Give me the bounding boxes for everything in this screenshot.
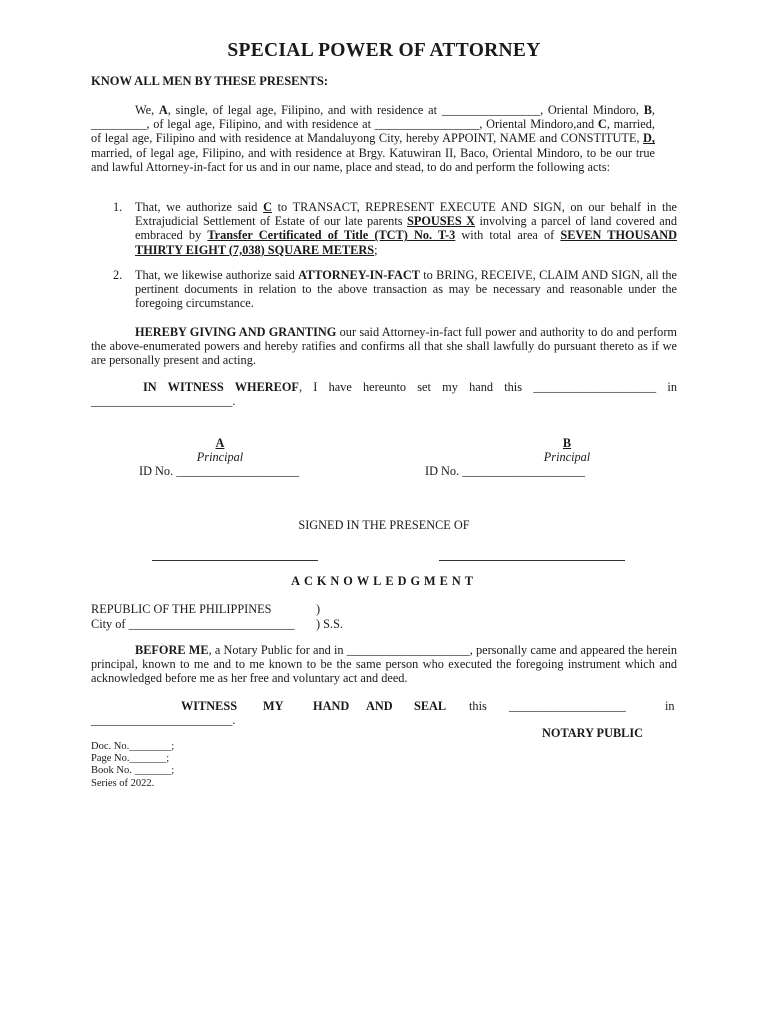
signatory-b: [527, 436, 607, 464]
list-number: 1.: [113, 200, 123, 214]
list-item-2: [113, 268, 677, 316]
party-a: A: [158, 103, 168, 117]
signatory-name: B: [562, 436, 572, 450]
list-item-text: That, we authorize said C to TRANSACT, REPRESENT EXECUTE AND SIGN, on our behalf in the Extrajudicial Settlement of Estate of our late parents SPOUSES X involving a parcel of land covered and embraced by Transfer Certificated of Title (TCT) No. T-3 with total area of SEVEN THOUSAND THIRTY EIGHT (7,038) SQUARE METERS;: [135, 200, 677, 257]
intro-paragraph: We, A, single, of legal age, Filipino, and with residence at ________________, Oriental Mindoro, B, _________, of legal age, Filipino, and with residence at _________________, Oriental Mindoro,and C, married, of legal age, Filipino and with residence at Mandaluyong City, hereby APPOINT, NAME and CONSTITUTE, D, married, of legal age, Filipino, and with residence at Brgy. Katuwiran II, Baco, Oriental Mindoro, to be our true and lawful Attorney-in-fact for us and in our name, place and stead, to do and perform the following acts:: [91, 103, 655, 174]
signatory-name: A: [215, 436, 225, 450]
list-number: 2.: [113, 268, 123, 282]
signatory-role: Principal: [543, 450, 591, 464]
id-number-b: ID No. ____________________: [425, 464, 586, 478]
list-item-1: [113, 200, 677, 260]
signatory-a: [180, 436, 260, 464]
signatory-role: Principal: [196, 450, 244, 464]
id-number-a: ID No. ____________________: [139, 464, 300, 478]
party-c: C: [597, 117, 607, 132]
hereby-paragraph: HEREBY GIVING AND GRANTING our said Attorney-in-fact full power and authority to do and perform the above-enumerated powers and hereby ratifies and confirms all that she shall lawfully do pursuant thereto as if we are personally present and acting.: [91, 325, 677, 368]
venue-block: REPUBLIC OF THE PHILIPPINES ) City of ___________________________ ) S.S.: [91, 602, 343, 631]
doc-no: Doc. No.________;: [91, 741, 175, 752]
before-me-paragraph: BEFORE ME, a Notary Public for and in ____________________, personally came and appeared the herein principal, known to me and to me known to be the same person who executed the foregoing instrument which and acknowledged before me as her free and voluntary act and deed.: [91, 643, 677, 686]
witness-seal-paragraph: WITNESS MY HAND AND SEAL this ___________________ in _______________________.: [91, 699, 675, 727]
notarial-register: [91, 741, 174, 790]
page-no: Page No._______;: [91, 753, 170, 765]
know-all-heading: KNOW ALL MEN BY THESE PRESENTS:: [91, 74, 328, 88]
signed-in-presence: SIGNED IN THE PRESENCE OF: [298, 518, 470, 532]
party-b: B: [643, 103, 652, 117]
witness-signature-line-1: [152, 560, 318, 561]
document-title: SPECIAL POWER OF ATTORNEY: [227, 40, 541, 61]
witness-signature-line-2: [439, 560, 625, 561]
notary-public-label: NOTARY PUBLIC: [542, 726, 644, 740]
party-d: D,: [643, 131, 655, 146]
acknowledgment-heading: ACKNOWLEDGMENT: [291, 574, 477, 588]
series: Series of 2022.: [91, 777, 155, 789]
witness-whereof-paragraph: IN WITNESS WHEREOF, I have hereunto set my hand this ____________________ in _______________________.: [91, 380, 677, 408]
book-no: Book No. _______;: [91, 765, 175, 777]
list-item-text: That, we likewise authorize said ATTORNEY-IN-FACT to BRING, RECEIVE, CLAIM AND SIGN, all the pertinent documents in relation to the above transaction as may be necessary and reasonable under the foregoing circumstance.: [135, 268, 677, 311]
